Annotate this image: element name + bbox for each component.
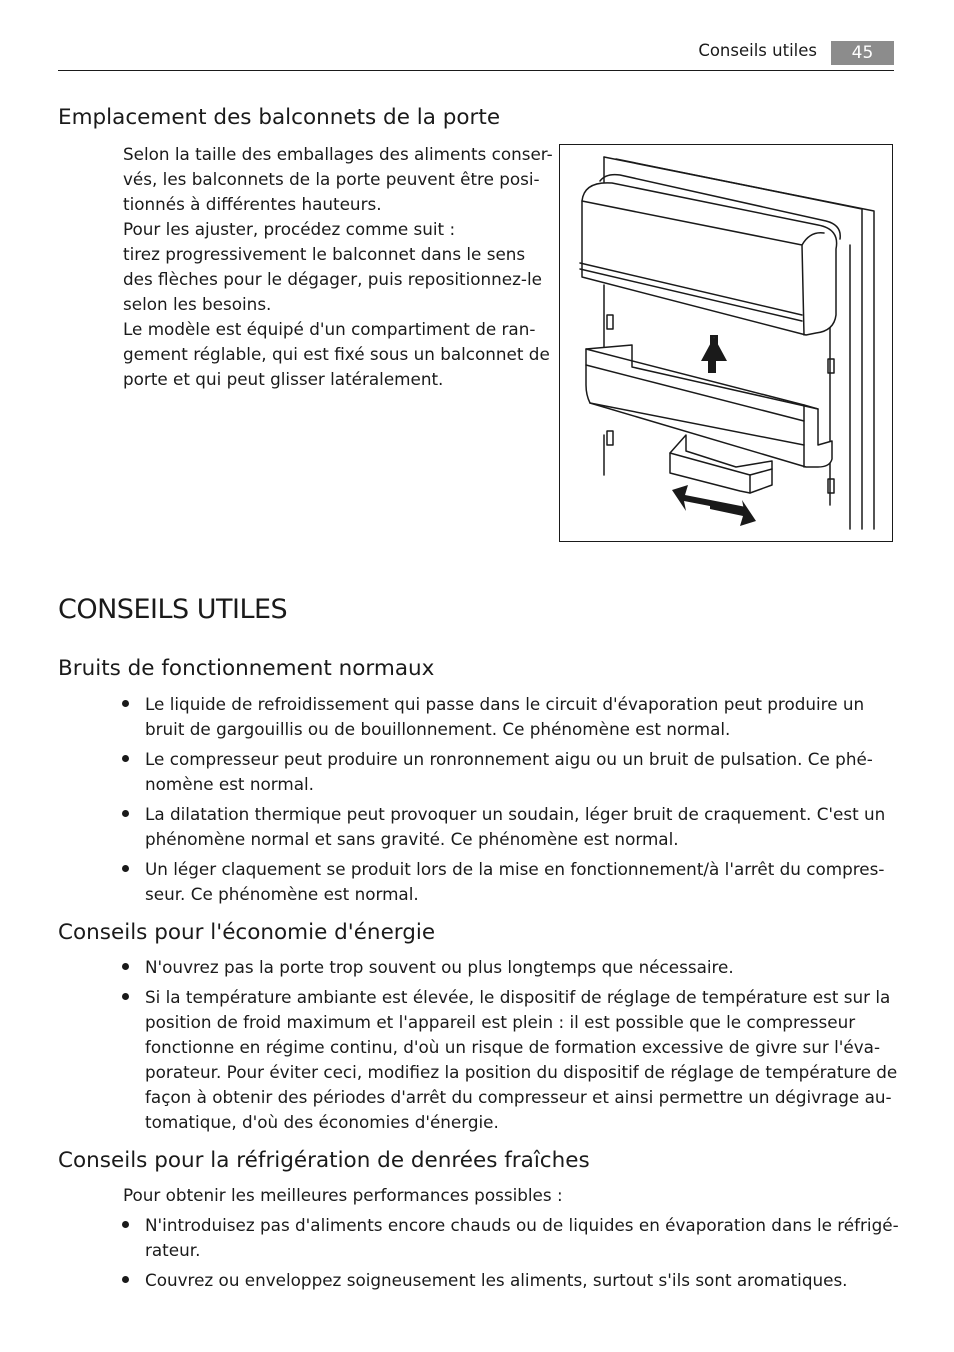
header-rule <box>58 70 894 71</box>
door-shelves-text <box>123 142 553 392</box>
list-item <box>122 747 885 797</box>
noises-heading: Bruits de fonctionnement normaux <box>58 656 435 681</box>
bullet-icon <box>122 1221 129 1228</box>
list-item-line: façon à obtenir des périodes d'arrêt du compresseur et ainsi permettre un dégivrage au- <box>145 1087 892 1107</box>
header-title: Conseils utiles <box>698 41 817 60</box>
list-item-line: nomène est normal. <box>145 774 314 794</box>
list-item-line: fonctionne en régime continu, d'où un risque de formation excessive de givre sur l'éva- <box>145 1037 880 1057</box>
list-item <box>122 1268 899 1293</box>
energy-list <box>122 955 897 1140</box>
list-item <box>122 1213 899 1263</box>
list-item-line: seur. Ce phénomène est normal. <box>145 884 419 904</box>
text-line: gement réglable, qui est fixé sous un balconnet de <box>123 344 550 364</box>
list-item-line: Le liquide de refroidissement qui passe dans le circuit d'évaporation peut produire un <box>145 694 865 714</box>
fresh-food-heading: Conseils pour la réfrigération de denrées fraîches <box>58 1148 590 1173</box>
energy-heading: Conseils pour l'économie d'énergie <box>58 920 436 945</box>
bullet-icon <box>122 810 129 817</box>
list-item-line: Couvrez ou enveloppez soigneusement les aliments, surtout s'ils sont aromatiques. <box>145 1270 848 1290</box>
list-item-line: La dilatation thermique peut provoquer un soudain, léger bruit de craquement. C'est un <box>145 804 886 824</box>
text-line: Selon la taille des emballages des aliments conser- <box>123 144 553 164</box>
list-item-line: Le compresseur peut produire un ronronnement aigu ou un bruit de pulsation. Ce phé- <box>145 749 873 769</box>
text-line: Pour les ajuster, procédez comme suit : <box>123 219 456 239</box>
noises-list <box>122 692 885 912</box>
fresh-food-intro: Pour obtenir les meilleures performances possibles : <box>123 1185 563 1205</box>
list-item-line: N'introduisez pas d'aliments encore chauds ou de liquides en évaporation dans le réfrigé- <box>145 1215 899 1235</box>
page-number-badge: 45 <box>831 41 894 65</box>
list-item-line: N'ouvrez pas la porte trop souvent ou plus longtemps que nécessaire. <box>145 957 734 977</box>
bullet-icon <box>122 865 129 872</box>
list-item <box>122 802 885 852</box>
list-item-line: Si la température ambiante est élevée, le dispositif de réglage de température est sur la <box>145 987 891 1007</box>
list-item <box>122 955 897 980</box>
list-item <box>122 692 885 742</box>
door-shelves-heading: Emplacement des balconnets de la porte <box>58 105 501 130</box>
text-line: tionnés à différentes hauteurs. <box>123 194 382 214</box>
text-line: tirez progressivement le balconnet dans le sens <box>123 244 526 264</box>
list-item-line: bruit de gargouillis ou de bouillonnement. Ce phénomène est normal. <box>145 719 731 739</box>
text-line: selon les besoins. <box>123 294 272 314</box>
fresh-food-list <box>122 1213 899 1298</box>
list-item-line: position de froid maximum et l'appareil est plein : il est possible que le compresseur <box>145 1012 856 1032</box>
chapter-title: CONSEILS UTILES <box>58 594 288 625</box>
list-item-line: rateur. <box>145 1240 201 1260</box>
bullet-icon <box>122 993 129 1000</box>
text-line: des flèches pour le dégager, puis repositionnez-le <box>123 269 542 289</box>
list-item-line: porateur. Pour éviter ceci, modifiez la position du dispositif de réglage de température de <box>145 1062 898 1082</box>
bullet-icon <box>122 755 129 762</box>
upper-door-balcony <box>580 175 840 335</box>
text-line: porte et qui peut glisser latéralement. <box>123 369 444 389</box>
text-line: Le modèle est équipé d'un compartiment de ran- <box>123 319 536 339</box>
list-item-line: Un léger claquement se produit lors de la mise en fonctionnement/à l'arrêt du compres- <box>145 859 885 879</box>
list-item <box>122 857 885 907</box>
text-line: vés, les balconnets de la porte peuvent être posi- <box>123 169 540 189</box>
list-item-line: phénomène normal et sans gravité. Ce phénomène est normal. <box>145 829 679 849</box>
list-item <box>122 985 897 1135</box>
bullet-icon <box>122 963 129 970</box>
door-shelf-illustration <box>559 144 893 542</box>
bullet-icon <box>122 700 129 707</box>
bullet-icon <box>122 1276 129 1283</box>
list-item-line: tomatique, d'où des économies d'énergie. <box>145 1112 499 1132</box>
up-arrow-icon <box>701 335 727 373</box>
